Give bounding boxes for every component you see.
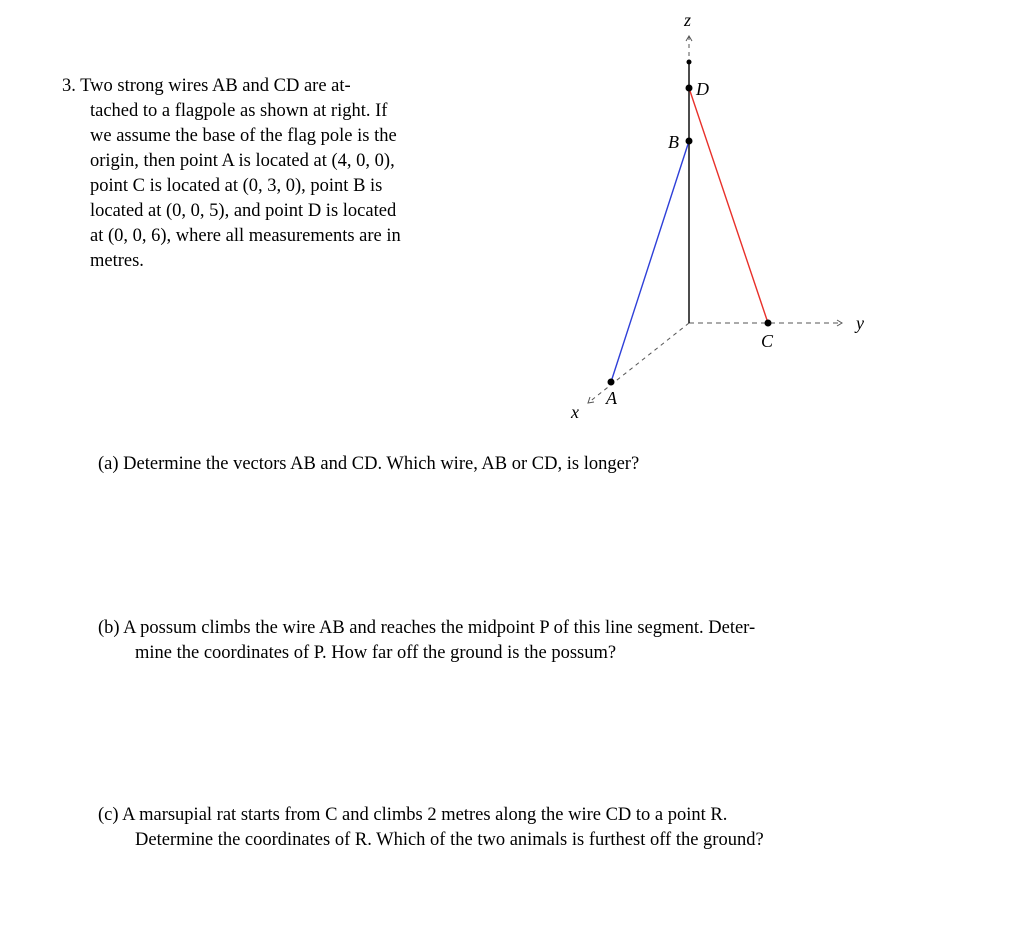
x-axis	[588, 323, 689, 403]
part-c-line-1: (c) A marsupial rat starts from C and climbs 2 metres along the wire CD to a point R.	[98, 805, 728, 825]
problem-line-7: at (0, 0, 6), where all measurements are in	[90, 226, 401, 246]
pole-top-point	[687, 60, 692, 65]
problem-line-8: metres.	[90, 251, 144, 271]
wire-cd	[689, 88, 768, 323]
point-b-label: B	[668, 132, 679, 152]
problem-line-3: we assume the base of the flag pole is the	[90, 126, 397, 146]
flagpole-diagram	[560, 0, 900, 440]
problem-line-6: located at (0, 0, 5), and point D is located	[90, 201, 397, 221]
problem-line-5: point C is located at (0, 3, 0), point B is	[90, 176, 383, 196]
wire-ab	[611, 141, 689, 382]
part-c	[98, 803, 764, 853]
part-a-line-1: (a) Determine the vectors AB and CD. Which wire, AB or CD, is longer?	[98, 454, 640, 474]
point-c	[765, 320, 772, 327]
problem-line-1: 3. Two strong wires AB and CD are at-	[62, 76, 351, 96]
point-a-label: A	[606, 388, 617, 408]
point-c-label: C	[761, 331, 774, 351]
problem-statement	[62, 74, 462, 274]
problem-line-4: origin, then point A is located at (4, 0, 0),	[90, 151, 395, 171]
problem-line-2: tached to a flagpole as shown at right. If	[90, 101, 388, 121]
point-d	[686, 85, 693, 92]
part-b-line-1: (b) A possum climbs the wire AB and reaches the midpoint P of this line segment. Deter-	[98, 618, 756, 638]
y-axis-label: y	[856, 313, 864, 333]
z-axis-label: z	[684, 10, 692, 30]
x-axis-label: x	[571, 402, 579, 422]
part-b-line-2: mine the coordinates of P. How far off the ground is the possum?	[135, 643, 617, 663]
point-a	[608, 379, 615, 386]
point-d-label: D	[696, 79, 709, 99]
x-axis-arrowhead	[588, 397, 594, 403]
point-b	[686, 138, 693, 145]
part-c-line-2: Determine the coordinates of R. Which of the two animals is furthest off the ground?	[135, 830, 764, 850]
part-a	[98, 452, 639, 477]
part-b	[98, 616, 755, 666]
